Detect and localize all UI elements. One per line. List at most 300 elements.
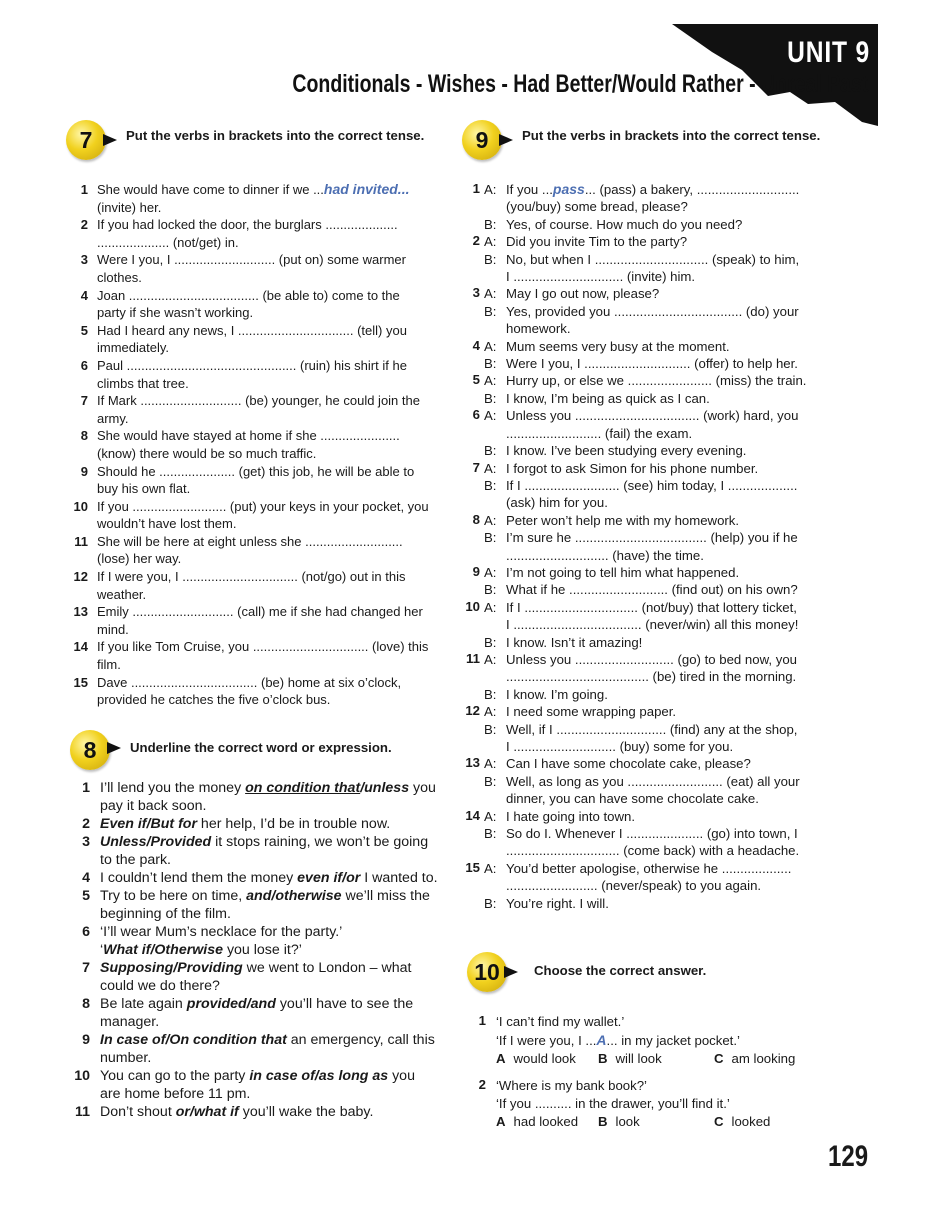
list-item	[70, 357, 432, 392]
speaker-label: A:	[484, 860, 497, 876]
question-line	[476, 1013, 836, 1031]
speaker-label: B:	[484, 303, 497, 319]
item-text: her help, I’d be in trouble now.	[196, 816, 391, 832]
line-text: I .............................. (invite) him.	[506, 269, 696, 285]
item-number: 9	[82, 1032, 90, 1048]
item-number: 12	[465, 703, 480, 719]
line-text: Mum seems very busy at the moment.	[506, 338, 730, 354]
line-text: I know, I’m being as quick as I can.	[506, 390, 710, 406]
item-text: I’ll lend you the money	[100, 780, 246, 796]
item-text: She would have stayed at home if she ...................... (know) there would be so much traffic.	[97, 428, 400, 461]
line-text: homework.	[506, 321, 571, 337]
choice-separator: /	[173, 960, 178, 976]
dialogue-line	[462, 198, 830, 215]
option-text: would look	[513, 1051, 576, 1066]
line-text: What if he ........................... (find out) on his own?	[506, 582, 798, 598]
choice-option: as long as	[318, 1068, 389, 1084]
option-letter: B	[598, 1051, 608, 1066]
dialogue-item	[462, 599, 830, 651]
dialogue-line	[462, 251, 830, 268]
exercise-10-badge: 10	[467, 952, 507, 992]
answer-option	[496, 1050, 598, 1068]
dialogue-line	[462, 808, 830, 825]
dialogue-line	[462, 181, 830, 198]
choice-option: on condition that	[245, 780, 361, 796]
speaker-label: A:	[484, 599, 497, 615]
answer-options	[476, 1050, 836, 1068]
item-number: 11	[74, 533, 88, 549]
question-item	[476, 1013, 836, 1068]
dialogue-item	[462, 233, 830, 285]
exercise-8-list	[70, 779, 438, 1121]
line-text: Well, if I .............................. (find) any at the shop,	[506, 721, 798, 737]
item-number: 10	[73, 498, 88, 514]
question-item	[476, 1077, 836, 1131]
item-text: ‘	[100, 942, 104, 958]
speaker-label: A:	[484, 182, 497, 197]
dialogue-line	[462, 668, 830, 685]
item-number: 14	[465, 807, 480, 823]
choice-option: and	[250, 996, 276, 1012]
line-text: ............................... (come back) with a headache.	[506, 843, 800, 859]
dialogue-line	[462, 755, 830, 772]
item-text: If I were you, I ................................ (not/go) out in this weather.	[97, 569, 406, 602]
dialogue-item	[462, 512, 830, 564]
item-number: 13	[465, 755, 480, 771]
dialogue-item	[462, 860, 830, 912]
line-text: May I go out now, please?	[506, 286, 660, 302]
exercise-7-badge: 7	[66, 120, 106, 160]
dialogue-line	[462, 494, 830, 511]
dialogue-line	[462, 790, 830, 807]
choice-separator: /	[342, 870, 347, 886]
list-item	[70, 568, 432, 603]
line-text: ... in my jacket pocket.’	[606, 1033, 740, 1048]
list-item	[70, 833, 438, 869]
item-text: ‘I’ll wear Mum’s necklace for the party.’	[100, 924, 343, 940]
line-text: .......................... (fail) the exam.	[506, 425, 693, 441]
choice-separator: /	[360, 780, 365, 796]
item-number: 5	[472, 372, 480, 388]
line-text: dinner, you can have some chocolate cake.	[506, 791, 759, 807]
line-text: If I ............................... (not/buy) that lottery ticket,	[506, 599, 797, 615]
line-text: ‘If you .......... in the drawer, you’ll find it.’	[496, 1096, 730, 1111]
line-text: You’re right. I will.	[506, 895, 609, 911]
dialogue-line	[462, 216, 830, 233]
line-text: Did you invite Tim to the party?	[506, 234, 688, 250]
dialogue-line	[462, 895, 830, 912]
choice-option: In case of	[100, 1032, 166, 1048]
list-item	[70, 1103, 438, 1121]
line-text: Unless you ........................... (go) to bed now, you	[506, 651, 797, 667]
dialogue-line	[462, 581, 830, 598]
item-text: Emily ............................ (call) me if she had changed her mind.	[97, 604, 423, 637]
list-item	[70, 1031, 438, 1067]
item-number: 4	[82, 870, 90, 886]
list-item	[70, 498, 432, 533]
item-number: 2	[478, 1077, 486, 1092]
option-text: looked	[731, 1114, 771, 1129]
dialogue-line	[462, 268, 830, 285]
line-text: I know. I’m going.	[506, 686, 608, 702]
item-number: 7	[82, 960, 90, 976]
dialogue-line	[462, 773, 830, 790]
line-text: I ................................... (never/win) all this money!	[506, 617, 799, 633]
item-text: If Mark ............................ (be) younger, he could join the army.	[97, 393, 420, 426]
item-text: Were I you, I ............................ (put on) some warmer clothes.	[97, 252, 406, 285]
answer-option	[598, 1113, 714, 1131]
page-title: Conditionals - Wishes - Had Better/Would Rather - Unreal Past	[292, 70, 868, 98]
item-text: If you like Tom Cruise, you ................................ (love) this film.	[97, 639, 429, 673]
item-number: 1	[82, 780, 90, 796]
item-text: we’ll miss the beginning of the film.	[100, 888, 430, 922]
choice-option: in case of	[249, 1068, 315, 1084]
speaker-label: A:	[484, 373, 497, 389]
item-number: 6	[82, 924, 90, 940]
list-item	[70, 923, 438, 959]
choice-option: Provided	[150, 834, 212, 850]
item-number: 8	[82, 996, 90, 1012]
choice-option: Providing	[177, 960, 243, 976]
dialogue-line	[462, 842, 830, 859]
speaker-label: B:	[484, 634, 497, 650]
question-line	[476, 1031, 836, 1050]
speaker-label: A:	[484, 512, 497, 528]
choice-option: unless	[364, 780, 410, 796]
item-number: 10	[74, 1068, 90, 1084]
choice-option: provided	[186, 996, 247, 1012]
item-text: you are home before 11 pm.	[100, 1068, 415, 1102]
list-item	[70, 959, 438, 995]
list-item	[70, 1067, 438, 1103]
item-number: 14	[73, 639, 88, 655]
list-item	[70, 287, 432, 322]
speaker-label: B:	[484, 895, 497, 911]
item-text: Paul ............................................... (ruin) his shirt if he climbs that tree.	[97, 357, 407, 391]
dialogue-item	[462, 181, 830, 233]
item-number: 6	[80, 357, 88, 373]
speaker-label: B:	[484, 826, 497, 842]
dialogue-line	[462, 825, 830, 842]
line-text: I need some wrapping paper.	[506, 704, 677, 720]
dialogue-line	[462, 616, 830, 633]
item-text: (invite) her.	[97, 199, 162, 215]
list-item	[70, 427, 432, 462]
item-number: 7	[472, 459, 480, 475]
item-text: you pay it back soon.	[100, 780, 436, 814]
option-text: had looked	[513, 1114, 579, 1129]
answer-option	[598, 1050, 714, 1068]
dialogue-line	[462, 564, 830, 581]
line-text: ‘Where is my bank book?’	[496, 1078, 647, 1093]
line-text: ‘I can’t find my wallet.’	[496, 1014, 625, 1029]
dialogue-line	[462, 529, 830, 546]
option-letter: A	[496, 1114, 506, 1129]
line-text: ... (pass) a bakery, ............................	[584, 182, 800, 197]
dialogue-line	[462, 703, 830, 720]
dialogue-line	[462, 477, 830, 494]
item-number: 4	[80, 287, 88, 303]
item-text: Be late again	[100, 996, 187, 1012]
choice-separator: /	[314, 1068, 319, 1084]
speaker-label: B:	[484, 721, 497, 737]
choice-separator: /	[146, 834, 151, 850]
item-text: She would have come to dinner if we ...	[97, 182, 324, 197]
item-text: Don’t shout	[100, 1104, 176, 1120]
line-text: No, but when I ............................... (speak) to him,	[506, 251, 800, 267]
speaker-label: A:	[484, 286, 497, 302]
item-number: 15	[465, 859, 480, 875]
item-number: 9	[80, 463, 88, 479]
list-item	[70, 392, 432, 427]
list-item	[70, 887, 438, 923]
speaker-label: B:	[484, 686, 497, 702]
unit-label: UNIT 9	[787, 36, 870, 69]
item-text: She will be here at eight unless she ........................... (lose) her way.	[97, 533, 403, 567]
choice-separator: /	[146, 816, 151, 832]
item-number: 9	[472, 563, 480, 579]
answer-options	[476, 1113, 836, 1131]
speaker-label: B:	[484, 582, 497, 598]
speaker-label: A:	[484, 651, 497, 667]
item-text: I wanted to.	[360, 870, 438, 886]
dialogue-line	[462, 303, 830, 320]
choice-option: even if	[297, 870, 343, 886]
item-number: 13	[73, 604, 88, 620]
speaker-label: A:	[484, 704, 497, 720]
arrow-icon	[499, 134, 513, 146]
line-text: So do I. Whenever I ..................... (go) into town, I	[506, 826, 798, 842]
line-text: Hurry up, or else we ....................... (miss) the train.	[506, 373, 807, 389]
item-number: 4	[472, 337, 480, 353]
item-text: Joan .................................... (be able to) come to the party if she wasn’t working.	[97, 287, 400, 321]
dialogue-line	[462, 233, 830, 250]
line-text: I know. I’ve been studying every evening.	[506, 443, 747, 459]
dialogue-item	[462, 407, 830, 459]
speaker-label: A:	[484, 460, 497, 476]
speaker-label: B:	[484, 390, 497, 406]
item-number: 1	[478, 1013, 486, 1028]
list-item	[70, 869, 438, 887]
dialogue-item	[462, 755, 830, 807]
dialogue-line	[462, 547, 830, 564]
item-number: 1	[472, 181, 480, 196]
arrow-icon	[107, 742, 121, 754]
line-text: ....................................... (be) tired in the morning.	[506, 669, 797, 685]
exercise-8-badge: 8	[70, 730, 110, 770]
option-text: will look	[615, 1051, 662, 1066]
item-text: Should he ..................... (get) this job, he will be able to buy his own flat.	[97, 463, 415, 497]
handwritten-answer: pass	[552, 181, 585, 197]
choice-option: Supposing	[100, 960, 174, 976]
option-text: am looking	[731, 1051, 796, 1066]
item-number: 3	[82, 834, 90, 850]
item-text: If you .......................... (put) your keys in your pocket, you wouldn’t have lost them.	[97, 498, 429, 532]
item-text: you’ll wake the baby.	[238, 1104, 374, 1120]
choice-option: Otherwise	[154, 942, 223, 958]
item-number: 8	[472, 511, 480, 527]
item-number: 3	[80, 252, 88, 268]
dialogue-line	[462, 442, 830, 459]
line-text: Can I have some chocolate cake, please?	[506, 756, 751, 772]
dialogue-item	[462, 460, 830, 512]
choice-option: or	[346, 870, 361, 886]
speaker-label: A:	[484, 756, 497, 772]
choice-separator: /	[165, 1032, 170, 1048]
arrow-icon	[103, 134, 117, 146]
dialogue-line	[462, 512, 830, 529]
line-text: Yes, of course. How much do you need?	[506, 216, 743, 232]
option-text: look	[615, 1114, 640, 1129]
dialogue-line	[462, 460, 830, 477]
exercise-7-list	[70, 181, 432, 709]
dialogue-line	[462, 599, 830, 616]
list-item	[70, 603, 432, 638]
exercise-8-instruction: Underline the correct word or expression.	[130, 740, 392, 755]
list-item	[70, 638, 432, 673]
item-text: Try to be here on time,	[100, 888, 247, 904]
dialogue-item	[462, 285, 830, 337]
choice-option: otherwise	[275, 888, 342, 904]
item-number: 2	[80, 217, 88, 233]
list-item	[70, 251, 432, 286]
line-text: Peter won’t help me with my homework.	[506, 512, 740, 528]
dialogue-line	[462, 877, 830, 894]
line-text: ............................ (have) the time.	[506, 547, 704, 563]
line-text: Well, as long as you .......................... (eat) all your	[506, 773, 800, 789]
item-number: 2	[472, 233, 480, 249]
list-item	[70, 533, 432, 568]
item-text: you lose it?’	[223, 942, 302, 958]
answer-option	[714, 1050, 834, 1068]
choice-option: or	[175, 1104, 190, 1120]
line-text: Yes, provided you ................................... (do) your	[506, 303, 799, 319]
item-text: I couldn’t lend them the money	[100, 870, 298, 886]
speaker-label: B:	[484, 443, 497, 459]
dialogue-item	[462, 651, 830, 703]
list-item	[70, 674, 432, 709]
speaker-label: B:	[484, 216, 497, 232]
choice-separator: /	[246, 996, 251, 1012]
item-text: Had I heard any news, I ................................ (tell) you immediately.	[97, 322, 407, 356]
item-number: 5	[80, 322, 88, 338]
dialogue-line	[462, 320, 830, 337]
list-item	[70, 216, 432, 251]
item-text: You can go to the party	[100, 1068, 250, 1084]
item-text: an emergency, call this number.	[100, 1032, 435, 1066]
line-text: ‘If I were you, I ...	[496, 1033, 597, 1048]
dialogue-line	[462, 686, 830, 703]
exercise-10-list	[476, 1013, 836, 1131]
speaker-label: A:	[484, 408, 497, 424]
item-number: 10	[465, 598, 480, 614]
line-text: If I .......................... (see) him today, I ...................	[506, 477, 798, 493]
dialogue-line	[462, 407, 830, 424]
page-number: 129	[827, 1140, 868, 1173]
dialogue-item	[462, 338, 830, 373]
speaker-label: B:	[484, 530, 497, 546]
dialogue-line	[462, 372, 830, 389]
exercise-7-instruction: Put the verbs in brackets into the correct tense.	[126, 128, 425, 143]
exercise-10-instruction: Choose the correct answer.	[534, 963, 707, 978]
item-number: 1	[80, 182, 88, 197]
dialogue-line	[462, 634, 830, 651]
option-letter: C	[714, 1114, 724, 1129]
answer-option	[496, 1113, 598, 1131]
dialogue-line	[462, 738, 830, 755]
choice-option: What if	[103, 942, 151, 958]
option-letter: C	[714, 1051, 724, 1066]
question-line	[476, 1077, 836, 1095]
choice-option: Even if	[100, 816, 147, 832]
speaker-label: B:	[484, 251, 497, 267]
choice-option: Unless	[100, 834, 147, 850]
list-item	[70, 815, 438, 833]
dialogue-line	[462, 651, 830, 668]
arrow-icon	[504, 966, 518, 978]
list-item	[70, 181, 432, 216]
line-text: I know. Isn’t it amazing!	[506, 634, 643, 650]
dialogue-line	[462, 390, 830, 407]
option-letter: A	[496, 1051, 506, 1066]
item-number: 6	[472, 407, 480, 423]
dialogue-line	[462, 860, 830, 877]
choice-option: On condition that	[169, 1032, 287, 1048]
item-number: 7	[80, 393, 88, 409]
choice-separator: /	[150, 942, 155, 958]
exercise-9-badge: 9	[462, 120, 502, 160]
item-number: 11	[75, 1104, 90, 1120]
item-number: 5	[82, 888, 90, 904]
line-text: (you/buy) some bread, please?	[506, 199, 688, 215]
list-item	[70, 779, 438, 815]
list-item	[70, 322, 432, 357]
line-text: ......................... (never/speak) to you again.	[506, 878, 762, 894]
choice-separator: /	[271, 888, 276, 904]
line-text: If you ...	[506, 182, 553, 197]
handwritten-answer: had invited...	[323, 181, 410, 197]
handwritten-answer: A	[596, 1032, 607, 1048]
choice-option: But for	[150, 816, 197, 832]
item-text: we went to London – what could we do there?	[100, 960, 412, 994]
item-number: 8	[80, 428, 88, 444]
item-text: If you had locked the door, the burglars .................... .................... (not/get) in.	[97, 217, 398, 250]
dialogue-item	[462, 703, 830, 755]
item-text: it stops raining, we won’t be going to the park.	[100, 834, 429, 868]
dialogue-line	[462, 355, 830, 372]
line-text: I’m not going to tell him what happened.	[506, 564, 740, 580]
dialogue-item	[462, 808, 830, 860]
item-number: 15	[73, 674, 88, 690]
speaker-label: A:	[484, 564, 497, 580]
dialogue-line	[462, 285, 830, 302]
speaker-label: A:	[484, 338, 497, 354]
speaker-label: A:	[484, 808, 497, 824]
speaker-label: B:	[484, 356, 497, 372]
choice-option: and	[246, 888, 272, 904]
answer-option	[714, 1113, 834, 1131]
dialogue-item	[462, 564, 830, 599]
line-text: I’m sure he .................................... (help) you if he	[506, 530, 798, 546]
line-text: I ............................ (buy) some for you.	[506, 739, 734, 754]
dialogue-item	[462, 372, 830, 407]
speaker-label: B:	[484, 477, 497, 493]
question-line	[476, 1095, 836, 1113]
item-number: 3	[472, 285, 480, 301]
speaker-label: A:	[484, 234, 497, 250]
list-item	[70, 995, 438, 1031]
line-text: Unless you .................................. (work) hard, you	[506, 408, 799, 424]
